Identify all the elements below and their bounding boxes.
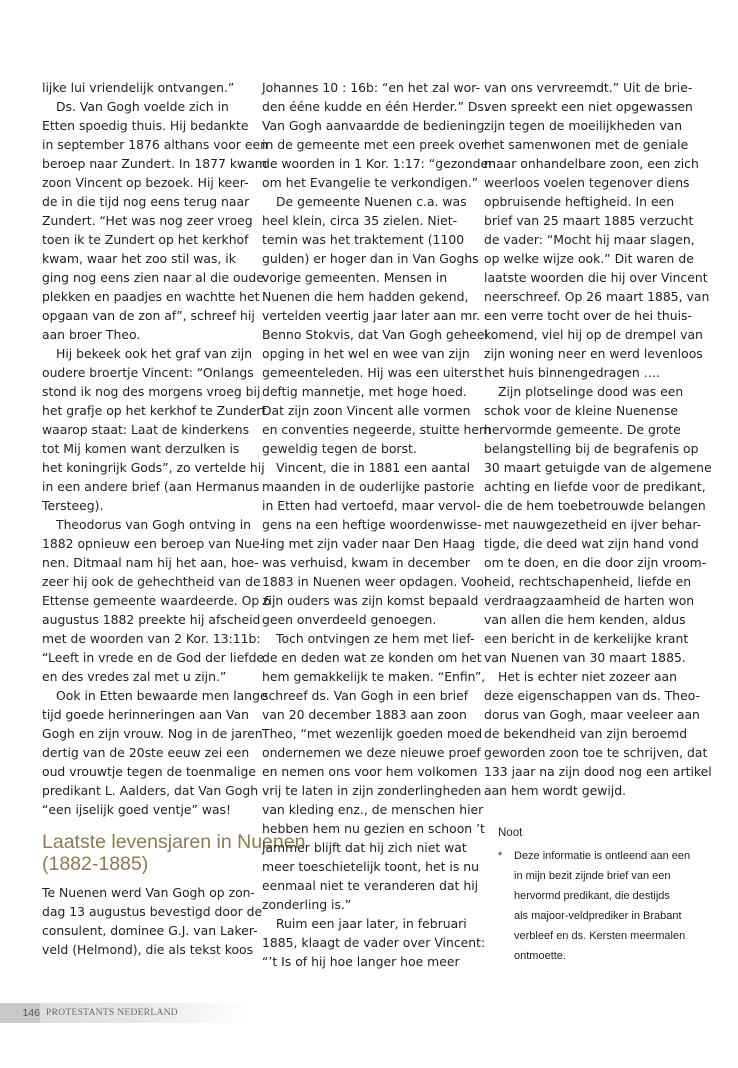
body-line: aan hem wordt gewijd. (484, 783, 627, 798)
body-line: om het Evangelie te verkondigen.” (262, 175, 479, 190)
body-line: het samenwonen met de geniale (484, 137, 689, 152)
body-line: meer toeschietelijk toont, het is nu (262, 859, 479, 874)
body-line: toen ik te Zundert op het kerkhof (42, 232, 249, 247)
body-line: de woorden in 1 Kor. 1:17: “gezonden (262, 156, 496, 171)
body-line: de en deden wat ze konden om het (262, 650, 482, 665)
body-line: zijn ouders was zijn komst bepaald (262, 593, 479, 608)
body-line: vrij te laten in zijn zonderlingheden (262, 783, 482, 798)
body-line: achting en liefde voor de predikant, (484, 479, 706, 494)
body-line: ven spreekt een niet opgewassen (484, 99, 693, 114)
body-line: hem gemakkelijk te maken. “Enfin”, (262, 669, 486, 684)
footnote-line: ontmoette. (514, 950, 566, 962)
body-line: kwam, waar het zoo stil was, ik (42, 251, 236, 266)
body-line: Gogh en zijn vrouw. Nog in de jaren (42, 726, 263, 741)
body-line: dag 13 augustus bevestigd door de (42, 904, 263, 919)
body-line: “’t Is of hij hoe langer hoe meer (262, 954, 460, 969)
body-line: in een andere brief (aan Hermanus (42, 479, 260, 494)
body-line: Zijn plotselinge dood was een (498, 384, 684, 399)
body-line: op welke wijze ook.” Dit waren de (484, 251, 694, 266)
body-line: Toch ontvingen ze hem met lief- (276, 631, 475, 646)
body-line: tijd goede herinneringen aan Van (42, 707, 249, 722)
body-line: ling met zijn vader naar Den Haag (262, 536, 476, 551)
page-number: 146 (0, 1003, 40, 1023)
body-line: lijke lui vriendelijk ontvangen.” (42, 80, 235, 95)
footnote (498, 824, 698, 966)
body-line: Dat zijn zoon Vincent alle vormen (262, 403, 471, 418)
body-line: heid, rechtschapenheid, liefde en (484, 574, 692, 589)
body-line: jammer blijft dat hij zich niet wat (262, 840, 467, 855)
body-line: Te Nuenen werd Van Gogh op zon- (42, 885, 256, 900)
body-line: het huis binnengedragen …. (484, 365, 660, 380)
body-line: ondernemen we deze nieuwe proef (262, 745, 481, 760)
body-line: de bekendheid van zijn beroemd (484, 726, 688, 741)
body-line: en conventies negeerde, stuitte hem (262, 422, 492, 437)
body-line: Van Gogh aanvaardde de bediening (262, 118, 485, 133)
body-line: 1885, klaagt de vader over Vincent: (262, 935, 486, 950)
body-line: Tersteeg). (42, 498, 104, 513)
body-line: gens na een heftige woordenwisse- (262, 517, 482, 532)
body-line: maanden in de ouderlijke pastorie (262, 479, 475, 494)
body-line: Ook in Etten bewaarde men lange (56, 688, 268, 703)
body-line: tigde, die deed wat zijn hand vond (484, 536, 699, 551)
body-line: het koningrijk Gods”, zo vertelde hij (42, 460, 265, 475)
body-line: neerschreef. Op 26 maart 1885, van (484, 289, 710, 304)
body-line: plekken en paadjes en wachtte het (42, 289, 260, 304)
body-line: Nuenen die hem hadden gekend, (262, 289, 469, 304)
footnote-line (498, 846, 698, 866)
body-line: geweldig tegen de borst. (262, 441, 417, 456)
footnote-line: verbleef en ds. Kersten meermalen (514, 930, 686, 942)
body-line: Zundert. “Het was nog zeer vroeg (42, 213, 253, 228)
body-line: aan broer Theo. (42, 327, 141, 342)
body-line: beroep naar Zundert. In 1877 kwam (42, 156, 267, 171)
body-line: opbruisende heftigheid. In een (484, 194, 675, 209)
body-line: Theo, “met wezenlijk goeden moed (262, 726, 483, 741)
body-line: een verre tocht over de hei thuis- (484, 308, 692, 323)
body-line: van ons vervreemdt.” Uit de brie- (484, 80, 693, 95)
body-line: laatste woorden die hij over Vincent (484, 270, 708, 285)
body-line: om te doen, en die door zijn vroom- (484, 555, 707, 570)
body-line: weerloos voelen tegenover diens (484, 175, 690, 190)
column-1-body (42, 78, 272, 819)
body-line: gemeenteleden. Hij was een uiterst (262, 365, 483, 380)
body-line: die de hem toebetrouwde belangen (484, 498, 706, 513)
body-line: oudere broertje Vincent: “Onlangs (42, 365, 254, 380)
footnote-line: als majoor-veldprediker in Brabant (514, 910, 682, 922)
body-line: ging nog eens zien naar al die oude (42, 270, 264, 285)
body-line: van kleding enz., de menschen hier (262, 802, 484, 817)
body-line: waarop staat: Laat de kinderkens (42, 422, 250, 437)
body-line: de vader: “Mocht hij maar slagen, (484, 232, 695, 247)
body-line: opgaan van de zon af”, schreef hij (42, 308, 255, 323)
body-line: zonderling is.” (262, 897, 352, 912)
body-line: augustus 1882 preekte hij afscheid (42, 612, 261, 627)
body-line: zoon Vincent op bezoek. Hij keer- (42, 175, 249, 190)
body-line: schok voor de kleine Nuenense (484, 403, 679, 418)
footnote-text: Deze informatie is ontleend aan een (514, 850, 691, 862)
body-line: geen onverdeeld genoegen. (262, 612, 437, 627)
body-line: heel klein, circa 35 zielen. Niet- (262, 213, 458, 228)
body-line: eenmaal niet te veranderen dat hij (262, 878, 479, 893)
body-line: Vincent, die in 1881 een aantal (276, 460, 471, 475)
body-line: Ds. Van Gogh voelde zich in (56, 99, 229, 114)
body-line: in september 1876 althans voor een (42, 137, 268, 152)
body-line: deftig mannetje, met hoge hoed. (262, 384, 467, 399)
body-line: 1882 opnieuw een beroep van Nue- (42, 536, 265, 551)
body-line: zeer hij ook de gehechtheid van de (42, 574, 261, 589)
body-line: van 20 december 1883 aan zoon (262, 707, 467, 722)
body-line: 1883 in Nuenen weer opdagen. Voor (262, 574, 490, 589)
column-2 (262, 78, 496, 971)
body-line: veld (Helmond), die als tekst koos (42, 942, 254, 957)
body-line: 30 maart getuigde van de algemene (484, 460, 712, 475)
column-3-body (484, 78, 712, 800)
column-3 (484, 78, 712, 800)
body-line: zijn woning neer en werd levenloos (484, 346, 703, 361)
body-line: schreef ds. Van Gogh in een brief (262, 688, 469, 703)
body-line: Ruim een jaar later, in februari (276, 916, 467, 931)
body-line: geworden zoon toe te schrijven, dat (484, 745, 708, 760)
body-line: De gemeente Nuenen c.a. was (276, 194, 467, 209)
body-line: met de woorden van 2 Kor. 13:11b: (42, 631, 261, 646)
page-footer (0, 1003, 250, 1023)
body-line: predikant L. Aalders, dat Van Gogh (42, 783, 259, 798)
body-line: 133 jaar na zijn dood nog een artikel (484, 764, 712, 779)
body-line: en des vredes zal met u zijn.” (42, 669, 227, 684)
body-line: hervormde gemeente. De grote (484, 422, 681, 437)
body-line: opging in het wel en wee van zijn (262, 346, 470, 361)
column-1 (42, 78, 306, 959)
body-line: Theodorus van Gogh ontving in (56, 517, 251, 532)
body-line: stond ik nog des morgens vroeg bij (42, 384, 261, 399)
body-line: Ettense gemeente waardeerde. Op 6 (42, 593, 272, 608)
body-line: was verhuisd, kwam in december (262, 555, 471, 570)
body-line: gulden) er hoger dan in Van Goghs (262, 251, 479, 266)
body-line: verdraagzaamheid de harten won (484, 593, 695, 608)
body-line: Hij bekeek ook het graf van zijn (56, 346, 253, 361)
body-line: Etten spoedig thuis. Hij bedankte (42, 118, 249, 133)
footnote-line: hervormd predikant, die destijds (514, 890, 670, 902)
body-line: het grafje op het kerkhof te Zundert (42, 403, 267, 418)
body-line: hebben hem nu gezien en schoon ’t (262, 821, 485, 836)
body-line: belangstelling bij de begrafenis op (484, 441, 699, 456)
body-line: den ééne kudde en één Herder.” Ds. (262, 99, 488, 114)
body-line: “een ijselijk goed ventje” was! (42, 802, 231, 817)
body-line: zijn tegen de moeilijkheden van (484, 118, 683, 133)
column-2-body (262, 78, 496, 971)
body-line: de in die tijd nog eens terug naar (42, 194, 250, 209)
footnote-title: Noot (498, 827, 523, 839)
body-line: nen. Ditmaal nam hij het aan, hoe- (42, 555, 259, 570)
body-line: temin was het traktement (1100 (262, 232, 465, 247)
body-line: dertig van de 20ste eeuw zei een (42, 745, 250, 760)
section-heading-line-2: (1882-1885) (42, 853, 149, 875)
body-line: een bericht in de kerkelijke krant (484, 631, 689, 646)
body-line: komend, viel hij op de drempel van (484, 327, 703, 342)
body-line: brief van 25 maart 1885 verzucht (484, 213, 694, 228)
body-line: dorus van Gogh, maar veeleer aan (484, 707, 700, 722)
body-line: in de gemeente met een preek over (262, 137, 486, 152)
footnote-asterisk: * (498, 850, 503, 862)
footnote-line: in mijn bezit zijnde brief van een (514, 870, 671, 882)
body-line: consulent, dominee G.J. van Laker- (42, 923, 258, 938)
body-line: deze eigenschappen van ds. Theo- (484, 688, 701, 703)
body-line: van allen die hem kenden, aldus (484, 612, 686, 627)
section-heading-line-1: Laatste levensjaren in Nuenen (42, 831, 306, 853)
body-line: Benno Stokvis, dat Van Gogh geheel (262, 327, 488, 342)
body-line: Johannes 10 : 16b: “en het zal wor- (262, 80, 481, 95)
body-line: oud vrouwtje tegen de toenmalige (42, 764, 256, 779)
body-line: maar onhandelbare zoon, een zich (484, 156, 699, 171)
body-line: van Nuenen van 30 maart 1885. (484, 650, 686, 665)
body-line: en nemen ons voor hem volkomen (262, 764, 478, 779)
body-line: in Etten had vertoefd, maar vervol- (262, 498, 481, 513)
body-line: “Leeft in vrede en de God der liefde (42, 650, 265, 665)
magazine-name: PROTESTANTS NEDERLAND (46, 1008, 178, 1018)
body-line: Het is echter niet zozeer aan (498, 669, 677, 684)
body-line: vertelden veertig jaar later aan mr. (262, 308, 481, 323)
body-line: vorige gemeenten. Mensen in (262, 270, 448, 285)
body-line: tot Mij komen want derzulken is (42, 441, 240, 456)
body-line: met nauwgezetheid en ijver behar- (484, 517, 702, 532)
